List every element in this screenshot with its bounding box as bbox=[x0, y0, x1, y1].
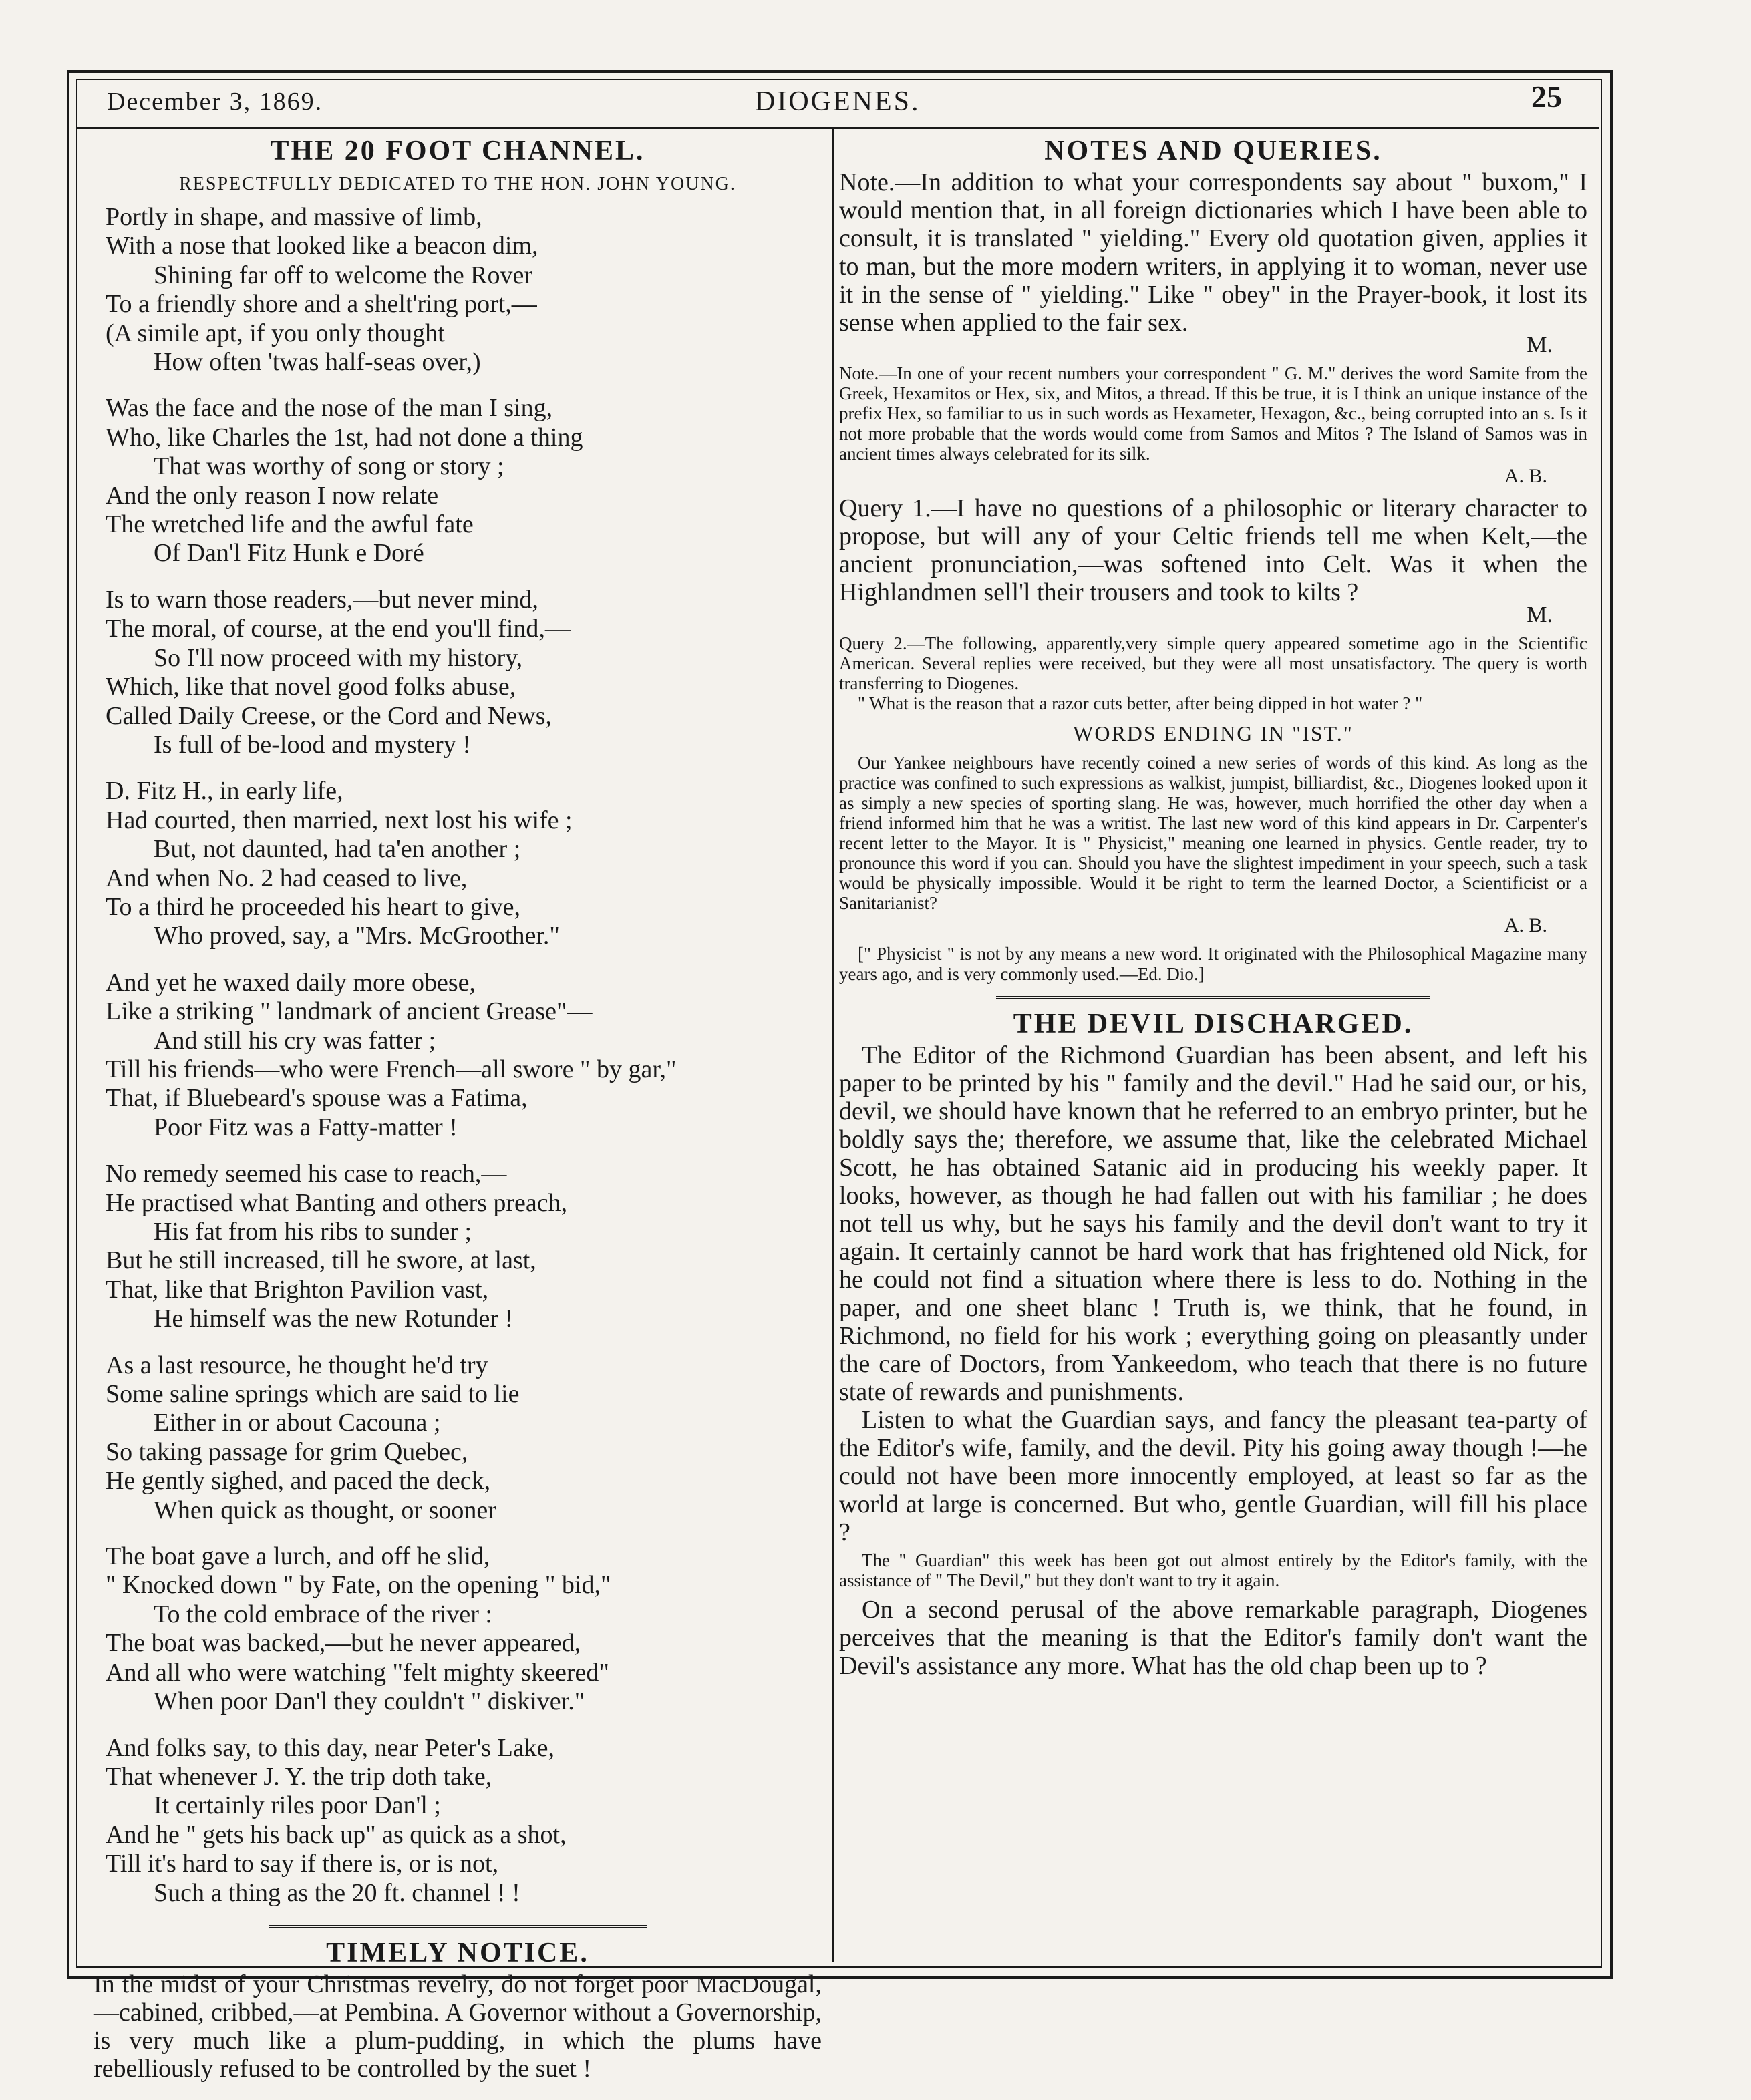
page-number: 25 bbox=[1531, 79, 1562, 114]
poem-line: Is to warn those readers,—but never mind, bbox=[106, 585, 538, 614]
poem-line: Such a thing as the 20 ft. channel ! ! bbox=[154, 1878, 520, 1907]
poem-line: Like a striking " landmark of ancient Grease"— bbox=[106, 997, 593, 1026]
poem-line: And yet he waxed daily more obese, bbox=[106, 968, 476, 997]
poem-line: But he still increased, till he swore, at last, bbox=[106, 1246, 536, 1275]
poem-line: The boat was backed,—but he never appeared, bbox=[106, 1629, 581, 1658]
poem-line: It certainly riles poor Dan'l ; bbox=[154, 1791, 441, 1820]
poem-line: With a nose that looked like a beacon dim, bbox=[106, 232, 538, 260]
poem-line: D. Fitz H., in early life, bbox=[106, 777, 343, 806]
poem-line: Was the face and the nose of the man I sing, bbox=[106, 394, 553, 423]
note-2: Note.—In one of your recent numbers your correspondent " G. M." derives the word Samite from the Greek, Hexamitos or Hex, six, and Mitos, a thread. If this be true, it is I think an unique instance of the prefix Hex, so familiar to us in such words as Hexameter, Hexagon, &c., being corrupted into an s. Is it not more probable that the words would come from Samos and Mitos ? The Island of Samos was in ancient times always celebrated for its silk. bbox=[839, 363, 1587, 464]
poem-line: That, if Bluebeard's spouse was a Fatima, bbox=[106, 1084, 528, 1113]
poem-line: The wretched life and the awful fate bbox=[106, 510, 474, 539]
poem-line: His fat from his ribs to sunder ; bbox=[154, 1218, 472, 1246]
poem-stanza bbox=[94, 203, 822, 377]
devil-paragraph-1: The Editor of the Richmond Guardian has been absent, and left his paper to be printed by his " family and the devil." Had he said our, or his, devil, we should have known that he referred to an embryo printer, but he boldly says the; therefore, we assume that, like the celebrated Michael Scott, he has obtained Satanic aid in producing his weekly paper. It looks, however, as though he had fallen out with his familiar ; he does not tell us why, but he says his family and the devil don't want to try it again. It certainly cannot be hard work that has frightened old Nick, for he could not find a situation where there is less to do. Nothing in the paper, and one sheet blanc ! Truth is, we think, that he found, in Richmond, no field for his work ; everything going on pleasantly under the care of Doctors, from Yankeedom, who teach that there is no future state of rewards and punishments. bbox=[839, 1041, 1587, 1406]
poem-line: Is full of be-lood and mystery ! bbox=[154, 730, 471, 759]
issue-date: December 3, 1869. bbox=[107, 88, 323, 116]
section-separator bbox=[269, 1925, 647, 1928]
poem-line: Had courted, then married, next lost his wife ; bbox=[106, 806, 573, 834]
words-ending-text: Our Yankee neighbours have recently coined a new series of words of this kind. As long as the practice was confined to such expressions as walkist, jumpist, billiardist, &c., Diogenes looked upon it as simply a new species of sporting slang. He was, however, much horrified the other day when a friend informed him that he was a writist. The last new word of this kind appears in Dr. Carpenter's recent letter to the Mayor. It is " Physicist," meaning one learned in physics. Gentle reader, try to pronounce this word if you can. Should you have the slightest impediment in your speech, such a task would be physically impossible. Would it be right to term the learned Doctor, a Scientificist or a Sanitarianist? bbox=[839, 753, 1587, 913]
poem-line: That whenever J. Y. the trip doth take, bbox=[106, 1762, 492, 1791]
query-1-signature: M. bbox=[1527, 602, 1553, 627]
query-2: Query 2.—The following, apparently,very simple query appeared sometime ago in the Scientific American. Several replies were received, but they were all most unsatisfactory. The query is worth transferring to Diogenes. bbox=[839, 633, 1587, 693]
poem-line: The boat gave a lurch, and off he slid, bbox=[106, 1542, 490, 1571]
notes-queries-title: NOTES AND QUERIES. bbox=[1044, 136, 1382, 166]
poem-line: Portly in shape, and massive of limb, bbox=[106, 203, 482, 231]
poem-line: As a last resource, he thought he'd try bbox=[106, 1351, 488, 1379]
poem-line: Till it's hard to say if there is, or is not, bbox=[106, 1850, 499, 1878]
timely-notice-text: In the midst of your Christmas revelry, do not forget poor MacDougal,—cabined, cribbed,—at Pembina. A Governor without a Governorship, is very much like a plum-pudding, in which the plums have rebelliously refused to be controlled by the suet ! bbox=[94, 1970, 822, 2083]
poem-line: The moral, of course, at the end you'll find,— bbox=[106, 615, 571, 643]
poem-title: THE 20 FOOT CHANNEL. bbox=[270, 136, 645, 166]
poem-line: No remedy seemed his case to reach,— bbox=[106, 1160, 507, 1188]
devil-paragraph-3: On a second perusal of the above remarkable paragraph, Diogenes perceives that the meaning is that the Editor's family don't want the Devil's assistance any more. What has the old chap been up to ? bbox=[839, 1596, 1587, 1680]
section-separator bbox=[996, 996, 1430, 999]
poem-line: And all who were watching "felt mighty skeered" bbox=[106, 1658, 609, 1687]
poem-stanza bbox=[94, 1160, 822, 1333]
poem-line: (A simile apt, if you only thought bbox=[106, 319, 445, 347]
poem-line: He practised what Banting and others preach, bbox=[106, 1188, 568, 1217]
timely-notice-title: TIMELY NOTICE. bbox=[326, 1937, 589, 1968]
poem-line: Who proved, say, a "Mrs. McGroother." bbox=[154, 922, 560, 950]
words-ending-title: WORDS ENDING IN "IST." bbox=[1073, 721, 1354, 745]
note-1: Note.—In addition to what your correspondents say about " buxom," I would mention that, in all foreign dictionaries which I have been able to consult, it is translated " yielding." Every old quotation given, applies it to man, but the more modern writers, in applying it to woman, never use it in the sense of " yielding." Like " obey" in the Prayer-book, it lost its sense when applied to the fair sex. bbox=[839, 168, 1587, 337]
column-rule bbox=[832, 129, 834, 1962]
editor-note: [" Physicist " is not by any means a new word. It originated with the Philosophical Magazine many years ago, and is very commonly used.—Ed. Dio.] bbox=[839, 944, 1587, 984]
note-1-signature: M. bbox=[1527, 333, 1553, 357]
query-2-quote: " What is the reason that a razor cuts better, after being dipped in hot water ? " bbox=[858, 693, 1423, 713]
poem-line: Called Daily Creese, or the Cord and News, bbox=[106, 701, 552, 730]
poem-line: That was worthy of song or story ; bbox=[154, 452, 504, 481]
poem-line: Who, like Charles the 1st, had not done a thing bbox=[106, 423, 583, 452]
poem bbox=[94, 203, 822, 1908]
poem-line: Shining far off to welcome the Rover bbox=[154, 260, 533, 289]
poem-stanza bbox=[94, 1542, 822, 1716]
poem-line: And when No. 2 had ceased to live, bbox=[106, 864, 468, 892]
poem-line: So I'll now proceed with my history, bbox=[154, 643, 523, 672]
poem-line: Either in or about Cacouna ; bbox=[154, 1409, 441, 1437]
poem-line: He himself was the new Rotunder ! bbox=[154, 1304, 514, 1333]
poem-line: And folks say, to this day, near Peter's Lake, bbox=[106, 1733, 555, 1762]
poem-line: But, not daunted, had ta'en another ; bbox=[154, 835, 521, 864]
poem-dedication: RESPECTFULLY DEDICATED TO THE HON. JOHN YOUNG. bbox=[179, 174, 736, 194]
poem-line: And still his cry was fatter ; bbox=[154, 1026, 436, 1055]
devil-quoted-notice: The " Guardian" this week has been got out almost entirely by the Editor's family, with the assistance of " The Devil," but they don't want to try it again. bbox=[839, 1550, 1587, 1590]
poem-line: Of Dan'l Fitz Hunk e Doré bbox=[154, 539, 424, 568]
poem-line: Some saline springs which are said to lie bbox=[106, 1380, 520, 1409]
note-2-signature: A. B. bbox=[1504, 465, 1547, 487]
poem-line: And he " gets his back up" as quick as a shot, bbox=[106, 1820, 567, 1849]
poem-stanza bbox=[94, 394, 822, 568]
devil-paragraph-2: Listen to what the Guardian says, and fancy the pleasant tea-party of the Editor's wife, family, and the devil. Pity his going away though !—he could not have been more innocently employed, at least so far as the world at large is concerned. But who, gentle Guardian, will fill his place ? bbox=[839, 1406, 1587, 1546]
poem-line: To a third he proceeded his heart to give, bbox=[106, 892, 520, 921]
poem-line: To a friendly shore and a shelt'ring port,— bbox=[106, 290, 537, 319]
poem-line: He gently sighed, and paced the deck, bbox=[106, 1467, 491, 1496]
left-column bbox=[94, 134, 822, 2083]
right-column bbox=[839, 134, 1587, 1680]
poem-line: To the cold embrace of the river : bbox=[154, 1600, 492, 1628]
masthead-title: DIOGENES. bbox=[755, 86, 921, 117]
poem-line: How often 'twas half-seas over,) bbox=[154, 348, 481, 377]
poem-line: When poor Dan'l they couldn't " diskiver." bbox=[154, 1687, 585, 1716]
poem-stanza bbox=[94, 586, 822, 759]
poem-line: Till his friends—who were French—all swore " by gar," bbox=[106, 1055, 677, 1083]
poem-line: So taking passage for grim Quebec, bbox=[106, 1437, 468, 1466]
poem-line: " Knocked down " by Fate, on the opening " bid," bbox=[106, 1571, 611, 1600]
poem-line: Poor Fitz was a Fatty-matter ! bbox=[154, 1113, 458, 1142]
poem-stanza bbox=[94, 969, 822, 1142]
poem-line: And the only reason I now relate bbox=[106, 481, 439, 510]
poem-stanza bbox=[94, 1734, 822, 1908]
poem-line: Which, like that novel good folks abuse, bbox=[106, 673, 516, 701]
poem-line: When quick as thought, or sooner bbox=[154, 1496, 496, 1524]
query-1: Query 1.—I have no questions of a philosophic or literary character to propose, but will any of your Celtic friends tell me when Kelt,—the ancient pronunciation,—was softened into Celt. Was it when the Highlandmen sell'l their trousers and took to kilts ? bbox=[839, 494, 1587, 606]
devil-discharged-title: THE DEVIL DISCHARGED. bbox=[1013, 1009, 1414, 1039]
poem-stanza bbox=[94, 1351, 822, 1525]
poem-line: That, like that Brighton Pavilion vast, bbox=[106, 1275, 489, 1304]
words-ending-signature: A. B. bbox=[1504, 914, 1547, 936]
header-rule bbox=[77, 127, 1599, 129]
poem-stanza bbox=[94, 777, 822, 950]
